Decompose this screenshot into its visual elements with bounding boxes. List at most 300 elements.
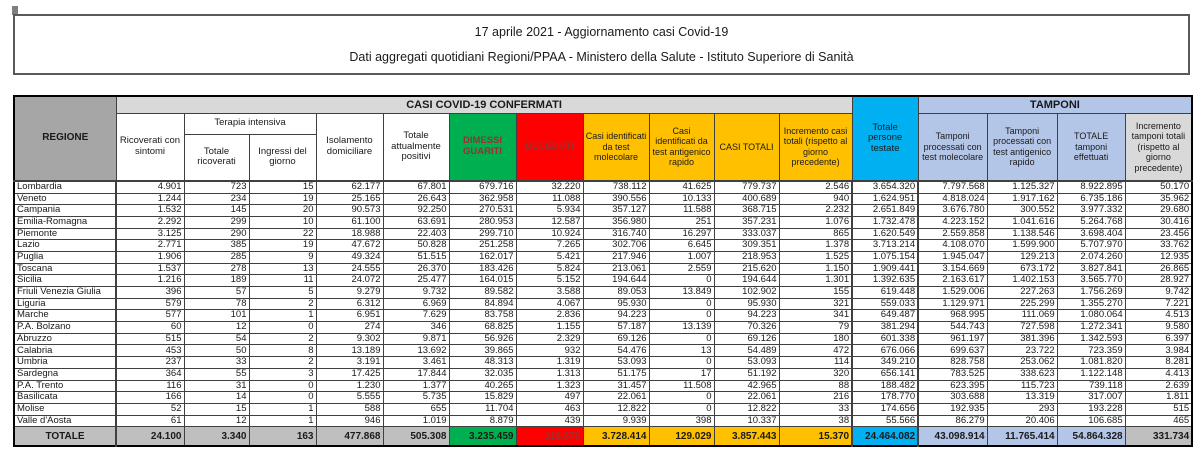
value-cell: 739.118 <box>1057 380 1125 392</box>
value-cell: 70.326 <box>714 322 779 334</box>
value-cell: 95.930 <box>583 298 649 310</box>
value-cell: 946 <box>316 415 383 427</box>
value-cell: 1 <box>249 403 316 415</box>
value-cell: 1.150 <box>779 263 852 275</box>
value-cell: 439 <box>516 415 583 427</box>
value-cell: 0 <box>649 357 714 369</box>
value-cell: 13 <box>249 263 316 275</box>
value-cell: 5.555 <box>316 392 383 404</box>
value-cell: 1.906 <box>116 251 184 263</box>
total-value-cell: 116.676 <box>516 427 583 446</box>
value-cell: 303.688 <box>918 392 987 404</box>
value-cell: 6.735.186 <box>1057 193 1125 205</box>
value-cell: 699.637 <box>918 345 987 357</box>
value-cell: 0 <box>649 392 714 404</box>
column-header-isolamento-domiciliare: Isolamento domiciliare <box>316 113 383 181</box>
value-cell: 2.232 <box>779 205 852 217</box>
value-cell: 3.827.841 <box>1057 263 1125 275</box>
value-cell: 95.930 <box>714 298 779 310</box>
value-cell: 106.685 <box>1057 415 1125 427</box>
column-header-ti-totale-ricoverati: Totale ricoverati <box>184 134 249 181</box>
value-cell: 1.319 <box>516 357 583 369</box>
total-value-cell: 24.100 <box>116 427 184 446</box>
value-cell: 84.894 <box>449 298 516 310</box>
value-cell: 193.228 <box>1057 403 1125 415</box>
value-cell: 26.370 <box>383 263 449 275</box>
value-cell: 183.426 <box>449 263 516 275</box>
value-cell: 320 <box>779 368 852 380</box>
value-cell: 9.742 <box>1125 287 1192 299</box>
value-cell: 333.037 <box>714 228 779 240</box>
table-row <box>14 392 1192 404</box>
total-value-cell: 54.864.328 <box>1057 427 1125 446</box>
value-cell: 3.154.669 <box>918 263 987 275</box>
value-cell: 9.732 <box>383 287 449 299</box>
value-cell: 1.909.441 <box>852 263 918 275</box>
value-cell: 11.088 <box>516 193 583 205</box>
value-cell: 94.223 <box>714 310 779 322</box>
value-cell: 0 <box>249 380 316 392</box>
table-row <box>14 322 1192 334</box>
value-cell: 31.457 <box>583 380 649 392</box>
value-cell: 1.355.270 <box>1057 298 1125 310</box>
value-cell: 270.531 <box>449 205 516 217</box>
value-cell: 655 <box>383 403 449 415</box>
region-name-cell: Sicilia <box>14 275 116 287</box>
value-cell: 1.620.549 <box>852 228 918 240</box>
table-row <box>14 333 1192 345</box>
value-cell: 218.953 <box>714 251 779 263</box>
value-cell: 3.654.320 <box>852 181 918 193</box>
value-cell: 1.532 <box>116 205 184 217</box>
value-cell: 381.396 <box>987 333 1057 345</box>
column-header-tamponi-antigenico: Tamponi processati con test antigenico rapido <box>987 113 1057 181</box>
value-cell: 57.187 <box>583 322 649 334</box>
value-cell: 2.329 <box>516 333 583 345</box>
value-cell: 89.053 <box>583 287 649 299</box>
value-cell: 1.529.006 <box>918 287 987 299</box>
total-value-cell: 129.029 <box>649 427 714 446</box>
value-cell: 178.770 <box>852 392 918 404</box>
value-cell: 961.197 <box>918 333 987 345</box>
value-cell: 234 <box>184 193 249 205</box>
column-header-incremento-tamponi: Incremento tamponi totali (rispetto al giorno precedente) <box>1125 113 1192 181</box>
table-row <box>14 287 1192 299</box>
value-cell: 0 <box>249 392 316 404</box>
column-header-dimessi-guariti: DIMESSI GUARITI <box>449 113 516 181</box>
column-header-incremento-casi: Incremento casi totali (rispetto al giorno precedente) <box>779 113 852 181</box>
value-cell: 356.980 <box>583 216 649 228</box>
value-cell: 54.476 <box>583 345 649 357</box>
value-cell: 213.061 <box>583 263 649 275</box>
value-cell: 50.170 <box>1125 181 1192 193</box>
value-cell: 6.645 <box>649 240 714 252</box>
value-cell: 12.822 <box>583 403 649 415</box>
value-cell: 465 <box>1125 415 1192 427</box>
value-cell: 10.133 <box>649 193 714 205</box>
value-cell: 1.230 <box>316 380 383 392</box>
value-cell: 1.945.047 <box>918 251 987 263</box>
value-cell: 6.312 <box>316 298 383 310</box>
value-cell: 2.559.858 <box>918 228 987 240</box>
value-cell: 32.035 <box>449 368 516 380</box>
value-cell: 9.302 <box>316 333 383 345</box>
value-cell: 215.620 <box>714 263 779 275</box>
value-cell: 60 <box>116 322 184 334</box>
value-cell: 1.811 <box>1125 392 1192 404</box>
value-cell: 1.244 <box>116 193 184 205</box>
value-cell: 50 <box>184 345 249 357</box>
value-cell: 102.902 <box>714 287 779 299</box>
region-name-cell: Toscana <box>14 263 116 275</box>
value-cell: 3.984 <box>1125 345 1192 357</box>
value-cell: 33 <box>184 357 249 369</box>
region-name-cell: P.A. Trento <box>14 380 116 392</box>
value-cell: 940 <box>779 193 852 205</box>
value-cell: 68.825 <box>449 322 516 334</box>
value-cell: 1.129.971 <box>918 298 987 310</box>
value-cell: 88 <box>779 380 852 392</box>
value-cell: 9 <box>249 251 316 263</box>
table-row <box>14 403 1192 415</box>
value-cell: 3 <box>249 368 316 380</box>
value-cell: 588 <box>316 403 383 415</box>
value-cell: 2.651.849 <box>852 205 918 217</box>
value-cell: 299 <box>184 216 249 228</box>
value-cell: 2.292 <box>116 216 184 228</box>
value-cell: 673.172 <box>987 263 1057 275</box>
value-cell: 94.223 <box>583 310 649 322</box>
value-cell: 3.191 <box>316 357 383 369</box>
value-cell: 31 <box>184 380 249 392</box>
value-cell: 5.824 <box>516 263 583 275</box>
value-cell: 55 <box>184 368 249 380</box>
column-header-casi-test-antigenico: Casi identificati da test antigenico rapido <box>649 113 714 181</box>
value-cell: 1.392.635 <box>852 275 918 287</box>
value-cell: 86.279 <box>918 415 987 427</box>
value-cell: 4.067 <box>516 298 583 310</box>
value-cell: 33.762 <box>1125 240 1192 252</box>
value-cell: 78 <box>184 298 249 310</box>
value-cell: 1.216 <box>116 275 184 287</box>
total-value-cell: 24.464.082 <box>852 427 918 446</box>
value-cell: 23.722 <box>987 345 1057 357</box>
value-cell: 1.599.900 <box>987 240 1057 252</box>
value-cell: 2.074.260 <box>1057 251 1125 263</box>
value-cell: 22.061 <box>714 392 779 404</box>
total-value-cell: 15.370 <box>779 427 852 446</box>
value-cell: 2 <box>249 357 316 369</box>
value-cell: 0 <box>649 333 714 345</box>
value-cell: 69.126 <box>714 333 779 345</box>
table-row <box>14 298 1192 310</box>
value-cell: 738.112 <box>583 181 649 193</box>
value-cell: 1 <box>249 310 316 322</box>
region-name-cell: Puglia <box>14 251 116 263</box>
region-name-cell: Calabria <box>14 345 116 357</box>
table-row <box>14 228 1192 240</box>
total-value-cell: 3.235.459 <box>449 427 516 446</box>
region-name-cell: Umbria <box>14 357 116 369</box>
value-cell: 79 <box>779 322 852 334</box>
value-cell: 8 <box>249 345 316 357</box>
total-value-cell: 11.765.414 <box>987 427 1057 446</box>
value-cell: 7.797.568 <box>918 181 987 193</box>
value-cell: 26.643 <box>383 193 449 205</box>
total-value-cell: 3.728.414 <box>583 427 649 446</box>
region-name-cell: Piemonte <box>14 228 116 240</box>
table-row <box>14 275 1192 287</box>
value-cell: 90.573 <box>316 205 383 217</box>
region-name-cell: Campania <box>14 205 116 217</box>
value-cell: 61.100 <box>316 216 383 228</box>
value-cell: 22 <box>249 228 316 240</box>
value-cell: 515 <box>1125 403 1192 415</box>
table-row <box>14 193 1192 205</box>
column-header-tamponi-molecolare: Tamponi processati con test molecolare <box>918 113 987 181</box>
value-cell: 779.737 <box>714 181 779 193</box>
value-cell: 381.294 <box>852 322 918 334</box>
value-cell: 50.828 <box>383 240 449 252</box>
value-cell: 227.263 <box>987 287 1057 299</box>
total-row <box>14 427 1192 446</box>
value-cell: 166 <box>116 392 184 404</box>
value-cell: 5.421 <box>516 251 583 263</box>
value-cell: 22.403 <box>383 228 449 240</box>
value-cell: 51.175 <box>583 368 649 380</box>
value-cell: 274 <box>316 322 383 334</box>
value-cell: 559.033 <box>852 298 918 310</box>
value-cell: 1.525 <box>779 251 852 263</box>
value-cell: 5 <box>249 287 316 299</box>
value-cell: 362.958 <box>449 193 516 205</box>
value-cell: 48.313 <box>449 357 516 369</box>
table-row <box>14 240 1192 252</box>
column-header-totale-tamponi: TOTALE tamponi effettuati <box>1057 113 1125 181</box>
value-cell: 1.125.327 <box>987 181 1057 193</box>
value-cell: 300.552 <box>987 205 1057 217</box>
band-header-casi-confermati: CASI COVID-19 CONFERMATI <box>116 96 852 113</box>
region-name-cell: Veneto <box>14 193 116 205</box>
value-cell: 7.265 <box>516 240 583 252</box>
value-cell: 42.965 <box>714 380 779 392</box>
value-cell: 23.456 <box>1125 228 1192 240</box>
table-row <box>14 251 1192 263</box>
value-cell: 0 <box>649 310 714 322</box>
value-cell: 162.017 <box>449 251 516 263</box>
total-value-cell: 331.734 <box>1125 427 1192 446</box>
value-cell: 63.691 <box>383 216 449 228</box>
value-cell: 723.359 <box>1057 345 1125 357</box>
value-cell: 357.231 <box>714 216 779 228</box>
value-cell: 47.672 <box>316 240 383 252</box>
value-cell: 1 <box>249 415 316 427</box>
value-cell: 92.250 <box>383 205 449 217</box>
value-cell: 53.093 <box>714 357 779 369</box>
table-row <box>14 345 1192 357</box>
value-cell: 8.879 <box>449 415 516 427</box>
value-cell: 0 <box>649 298 714 310</box>
value-cell: 26.865 <box>1125 263 1192 275</box>
value-cell: 13.692 <box>383 345 449 357</box>
total-value-cell: 477.868 <box>316 427 383 446</box>
value-cell: 3.698.404 <box>1057 228 1125 240</box>
value-cell: 1.301 <box>779 275 852 287</box>
value-cell: 341 <box>779 310 852 322</box>
value-cell: 1.075.154 <box>852 251 918 263</box>
total-label: TOTALE <box>14 427 116 446</box>
column-header-casi-test-molecolare: Casi identificati da test molecolare <box>583 113 649 181</box>
value-cell: 285 <box>184 251 249 263</box>
value-cell: 24.072 <box>316 275 383 287</box>
value-cell: 251 <box>649 216 714 228</box>
value-cell: 5.934 <box>516 205 583 217</box>
value-cell: 62.177 <box>316 181 383 193</box>
value-cell: 22.061 <box>583 392 649 404</box>
value-cell: 2.546 <box>779 181 852 193</box>
value-cell: 3.125 <box>116 228 184 240</box>
value-cell: 3.713.214 <box>852 240 918 252</box>
value-cell: 115.723 <box>987 380 1057 392</box>
value-cell: 25.165 <box>316 193 383 205</box>
value-cell: 316.740 <box>583 228 649 240</box>
value-cell: 12 <box>184 322 249 334</box>
value-cell: 39.865 <box>449 345 516 357</box>
value-cell: 17.844 <box>383 368 449 380</box>
value-cell: 29.680 <box>1125 205 1192 217</box>
value-cell: 15 <box>249 181 316 193</box>
region-name-cell: Emilia-Romagna <box>14 216 116 228</box>
value-cell: 19 <box>249 193 316 205</box>
value-cell: 55.566 <box>852 415 918 427</box>
value-cell: 51.515 <box>383 251 449 263</box>
value-cell: 398 <box>649 415 714 427</box>
value-cell: 6.397 <box>1125 333 1192 345</box>
total-value-cell: 163 <box>249 427 316 446</box>
region-name-cell: Lazio <box>14 240 116 252</box>
value-cell: 321 <box>779 298 852 310</box>
value-cell: 1.041.616 <box>987 216 1057 228</box>
value-cell: 5.152 <box>516 275 583 287</box>
table-row <box>14 205 1192 217</box>
value-cell: 216 <box>779 392 852 404</box>
value-cell: 114 <box>779 357 852 369</box>
region-name-cell: Basilicata <box>14 392 116 404</box>
total-value-cell: 505.308 <box>383 427 449 446</box>
value-cell: 17 <box>649 368 714 380</box>
band-header-tamponi: TAMPONI <box>918 96 1192 113</box>
value-cell: 1.272.341 <box>1057 322 1125 334</box>
value-cell: 189 <box>184 275 249 287</box>
value-cell: 33 <box>779 403 852 415</box>
value-cell: 6.969 <box>383 298 449 310</box>
value-cell: 1.122.148 <box>1057 368 1125 380</box>
value-cell: 346 <box>383 322 449 334</box>
value-cell: 515 <box>116 333 184 345</box>
value-cell: 54 <box>184 333 249 345</box>
value-cell: 9.279 <box>316 287 383 299</box>
region-name-cell: Sardegna <box>14 368 116 380</box>
value-cell: 61 <box>116 415 184 427</box>
value-cell: 5.735 <box>383 392 449 404</box>
total-value-cell: 3.340 <box>184 427 249 446</box>
table-row <box>14 415 1192 427</box>
value-cell: 67.801 <box>383 181 449 193</box>
value-cell: 12 <box>184 415 249 427</box>
value-cell: 1.155 <box>516 322 583 334</box>
value-cell: 293 <box>987 403 1057 415</box>
value-cell: 32.220 <box>516 181 583 193</box>
value-cell: 357.127 <box>583 205 649 217</box>
value-cell: 400.689 <box>714 193 779 205</box>
value-cell: 1.378 <box>779 240 852 252</box>
value-cell: 6.951 <box>316 310 383 322</box>
value-cell: 194.644 <box>583 275 649 287</box>
value-cell: 783.525 <box>918 368 987 380</box>
value-cell: 11.588 <box>649 205 714 217</box>
value-cell: 1.313 <box>516 368 583 380</box>
value-cell: 1.076 <box>779 216 852 228</box>
value-cell: 35.962 <box>1125 193 1192 205</box>
value-cell: 3.676.780 <box>918 205 987 217</box>
report-subtitle: Dati aggregati quotidiani Regioni/PPAA - Ministero della Salute - Istituto Superiore di Sanità <box>349 50 854 64</box>
value-cell: 217.946 <box>583 251 649 263</box>
region-name-cell: Lombardia <box>14 181 116 193</box>
value-cell: 7.629 <box>383 310 449 322</box>
region-name-cell: Valle d'Aosta <box>14 415 116 427</box>
column-header-totale-attualmente-positivi: Totale attualmente positivi <box>383 113 449 181</box>
value-cell: 497 <box>516 392 583 404</box>
value-cell: 1.402.153 <box>987 275 1057 287</box>
value-cell: 83.758 <box>449 310 516 322</box>
value-cell: 28.927 <box>1125 275 1192 287</box>
value-cell: 13.849 <box>649 287 714 299</box>
value-cell: 4.513 <box>1125 310 1192 322</box>
value-cell: 89.582 <box>449 287 516 299</box>
value-cell: 16.297 <box>649 228 714 240</box>
report-header <box>13 14 1190 75</box>
value-cell: 12.822 <box>714 403 779 415</box>
value-cell: 577 <box>116 310 184 322</box>
value-cell: 8.281 <box>1125 357 1192 369</box>
value-cell: 1.756.269 <box>1057 287 1125 299</box>
region-name-cell: Abruzzo <box>14 333 116 345</box>
value-cell: 19 <box>249 240 316 252</box>
table-row <box>14 181 1192 193</box>
total-value-cell: 43.098.914 <box>918 427 987 446</box>
value-cell: 14 <box>184 392 249 404</box>
value-cell: 3.565.770 <box>1057 275 1125 287</box>
value-cell: 0 <box>649 275 714 287</box>
value-cell: 2.836 <box>516 310 583 322</box>
value-cell: 3.461 <box>383 357 449 369</box>
value-cell: 11.508 <box>649 380 714 392</box>
value-cell: 52 <box>116 403 184 415</box>
value-cell: 53.093 <box>583 357 649 369</box>
value-cell: 13.139 <box>649 322 714 334</box>
value-cell: 5.707.970 <box>1057 240 1125 252</box>
value-cell: 3.977.332 <box>1057 205 1125 217</box>
value-cell: 13.189 <box>316 345 383 357</box>
column-header-regione: REGIONE <box>14 96 116 181</box>
region-name-cell: Marche <box>14 310 116 322</box>
table-row <box>14 263 1192 275</box>
value-cell: 4.901 <box>116 181 184 193</box>
value-cell: 155 <box>779 287 852 299</box>
value-cell: 385 <box>184 240 249 252</box>
value-cell: 2.639 <box>1125 380 1192 392</box>
value-cell: 302.706 <box>583 240 649 252</box>
